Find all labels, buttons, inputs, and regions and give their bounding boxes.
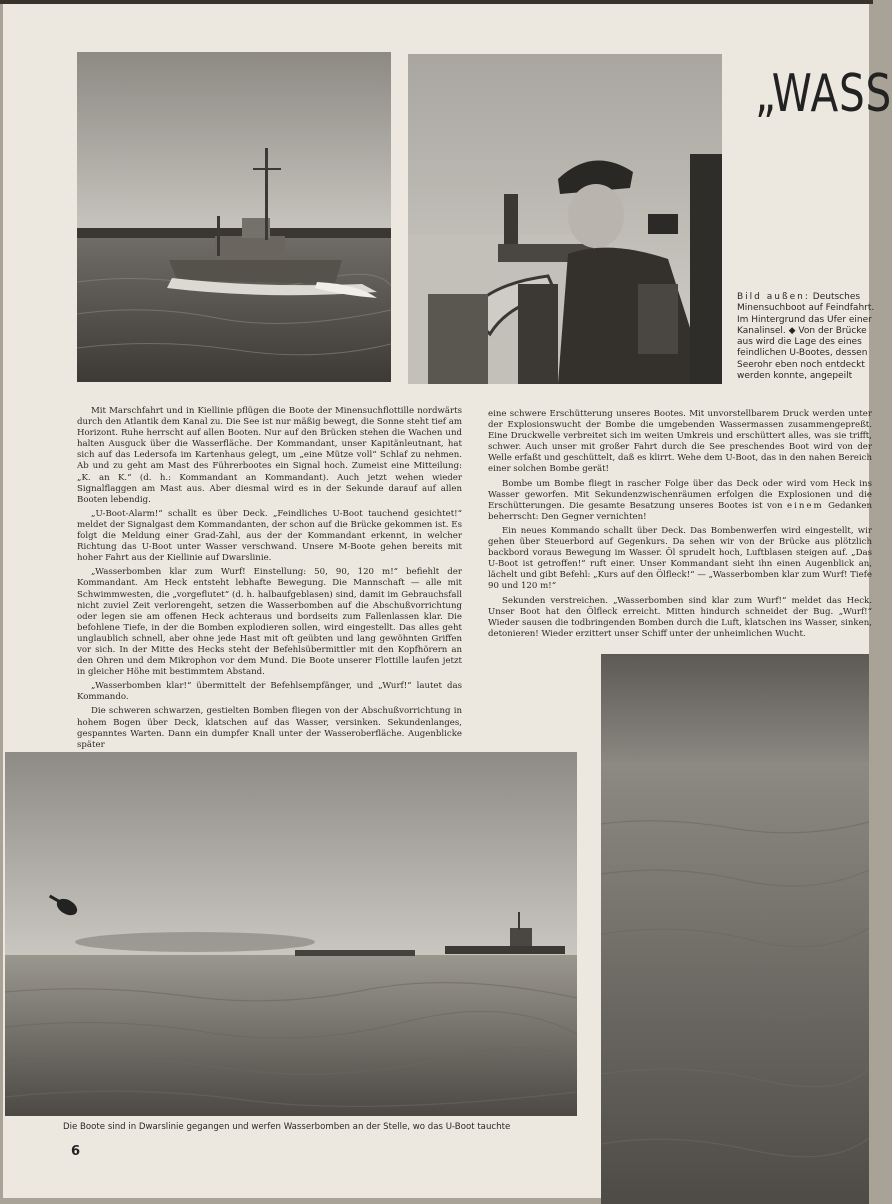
article-text: Gedanken beherrscht: Den Gegner vernichten! xyxy=(488,500,873,522)
article-spaced-word: einem xyxy=(787,500,824,511)
bottom-caption: Die Boote sind in Dwarslinie gegangen und werfen Wasserbomben an der Stelle, wo das U-Boot tauchte xyxy=(63,1122,511,1132)
headline: „WASS xyxy=(755,64,892,124)
minesweeper-photo xyxy=(77,52,391,382)
side-caption-label: Bild außen: xyxy=(737,292,810,302)
sea-photo-right xyxy=(601,654,869,1204)
article-column-right xyxy=(488,409,872,643)
magazine-page xyxy=(3,4,892,1198)
article-paragraph: „Wasserbomben klar zum Wurf! Einstellung: 50, 90, 120 m!“ befiehlt der Kommandant. Am Heck entsteht lebhafte Bewegung. Die Mannschaft — alle mit Schwimmwesten, die „vorgeflutet“ (d. h. halbaufgeblasen) sind, damit im Gebrauchsfall nicht zuviel Zeit verlorengeht, setzen die Wasserbomben auf die Abschußvorrichtung oder legen sie am offenen Heck achteraus und bordseits zum Fallenlassen klar. Die befohlene Tiefe, in der die Bomben explodieren sollen, wird eingestellt. Das alles geht unglaublich schnell, aber ohne jede Hast mit oft geübten und lang gewöhnten Griffen vor sich. In der Mitte des Hecks steht der Befehlsübermittler mit den Kopfhörern an den Ohren und dem Mikrophon vor dem Mund. Die Boote unserer Flottille laufen jetzt in gleicher Höhe mit bestimmtem Abstand. xyxy=(77,567,462,678)
article-paragraph: „Wasserbomben klar!“ übermittelt der Befehlsempfänger, und „Wurf!“ lautet das Kommando. xyxy=(77,681,462,703)
article-paragraph: Sekunden verstreichen. „Wasserbomben sind klar zum Wurf!“ meldet das Heck. Unser Boot hat den Ölfleck erreicht. Mitten hindurch schneidet der Bug. „Wurf!“ Wieder sausen die todbringenden Bomben durch die Luft, klatschen ins Wasser, sinken, detonieren! Wieder erzittert unser Schiff unter der unheimlichen Wucht. xyxy=(488,595,872,639)
article-paragraph: Mit Marschfahrt und in Kiellinie pflügen die Boote der Minensuchflottille nordwärts durch den Atlantik dem Kanal zu. Die See ist nur mäßig bewegt, die Sonne steht tief am Horizont. Ruhe herrscht auf allen Booten. Nur auf den Brücken stehen die Wachen und halten Ausguck über die Wasserfläche. Der Kommandant, unser Kapitänleutnant, hat sich auf das Ledersofa im Kartenhaus gelegt, um „eine Mütze voll“ Schlaf zu nehmen. Ab und zu geht am Mast des Führerbootes ein Signal hoch. Zumeist eine Mitteilung: „K. an K.“ (d. h.: Kommandant an Kommandant). Auch jetzt wehen wieder Signalflaggen am Mast aus. Aber diesmal wird es in der Sekunde darauf auf allen Booten lebendig. xyxy=(77,406,462,505)
depth-charge-photo xyxy=(5,752,577,1116)
article-paragraph xyxy=(488,479,872,523)
side-caption-text: Deutsches Minensuchboot auf Feindfahrt. Im Hintergrund das Ufer einer Kanalinsel. ◆ Von der Brücke aus wird die Lage des eines feindlichen U-Bootes, dessen Seerohr eben noch entdeckt werden konnte, angepeilt xyxy=(737,292,875,382)
article-column-left xyxy=(77,406,462,754)
article-paragraph: Die schweren schwarzen, gestielten Bomben fliegen von der Abschußvorrichtung in hohem Bogen über Deck, klatschen auf das Wasser, versinken. Sekundenlanges, gespanntes Warten. Dann ein dumpfer Knall unter der Wasseroberfläche. Augenblicke später xyxy=(77,706,462,750)
article-paragraph: „U-Boot-Alarm!“ schallt es über Deck. „Feindliches U-Boot tauchend gesichtet!“ meldet der Signalgast dem Kommandanten, der schon auf die Brücke gekommen ist. Es folgt die Meldung einer Grad-Zahl, aus der der Kommandant erkennt, in welcher Richtung das U-Boot unter Wasser verschwand. Unsere M-Boote gehen bereits mit hoher Fahrt aus der Kiellinie auf Dwarslinie. xyxy=(77,508,462,564)
article-text: Bombe um Bombe fliegt in rascher Folge über das Deck oder wird vom Heck ins Wasser geworfen. Mit Sekundenzwischenräumen erfolgen die Explosionen und die Erschütterungen. Die gesamte Besatzung unseres Bootes ist von xyxy=(488,478,872,511)
article-paragraph: Ein neues Kommando schallt über Deck. Das Bombenwerfen wird eingestellt, wir gehen über Steuerbord auf Gegenkurs. Da sehen wir von der Brücke aus plötzlich backbord voraus Bewegung im Wasser. Öl sprudelt hoch, Luftblasen steigen auf. „Das U-Boot ist getroffen!“ ruft einer. Unser Kommandant sieht ihn einen Augenblick an, lächelt und gibt Befehl: „Kurs auf den Ölfleck!“ — „Wasserbomben klar zum Wurf! Tiefe 90 und 120 m!“ xyxy=(488,525,872,592)
side-caption xyxy=(737,292,875,382)
page-number: 6 xyxy=(71,1144,81,1159)
article-paragraph: eine schwere Erschütterung unseres Bootes. Mit unvorstellbarem Druck werden unter der Explosionswucht der Bombe die umgebenden Wassermassen zusammengepreßt. Eine Druckwelle verbreitet sich im weiten Umkreis und erschüttert alles, was sie trifft, schwer. Auch unser mit großer Fahrt durch die See preschendes Boot wird von der Welle erfaßt und geschüttelt, daß es klirrt. Wehe dem U-Boot, das in den nahen Bereich einer solchen Bombe gerät! xyxy=(488,409,872,475)
officer-photo xyxy=(408,54,722,384)
